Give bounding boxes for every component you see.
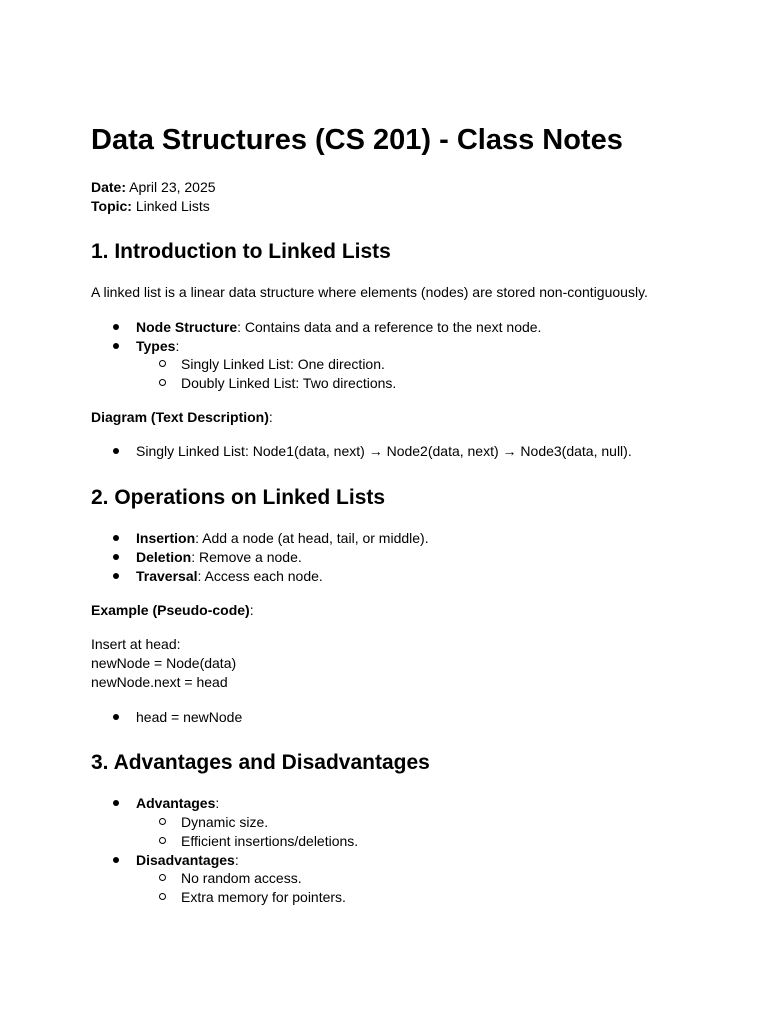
bullet-dot	[113, 800, 119, 806]
sub-bullet-ring	[159, 360, 166, 367]
bullet-text: : Add a node (at head, tail, or middle).	[195, 530, 429, 546]
bullet-text: : Contains data and a reference to the next node.	[237, 319, 542, 335]
code-line: newNode = Node(data)	[91, 655, 237, 671]
section-2-heading: 2. Operations on Linked Lists	[91, 486, 386, 509]
sub-bullet-ring	[159, 379, 166, 386]
bullet-text: : Remove a node.	[191, 549, 302, 565]
bullet-dot	[113, 573, 119, 579]
sub-bullet-ring	[159, 818, 166, 825]
example-label-line: Example (Pseudo-code):	[91, 602, 254, 618]
bullet-dot	[113, 448, 119, 454]
code-line: newNode.next = head	[91, 674, 228, 690]
topic-line	[91, 197, 210, 215]
date-line	[91, 178, 216, 196]
bullet-dot	[113, 714, 119, 720]
topic-label: Topic:	[91, 198, 132, 214]
date-value: April 23, 2025	[129, 179, 216, 195]
diagram-label-line: Diagram (Text Description):	[91, 409, 273, 425]
section-3-heading: 3. Advantages and Disadvantages	[91, 751, 430, 774]
topic-value: Linked Lists	[135, 198, 210, 214]
bullet-dot	[113, 535, 119, 541]
page-title: Data Structures (CS 201) - Class Notes	[91, 124, 623, 156]
bullet-label: Types	[136, 338, 176, 354]
section-1-paragraph: A linked list is a linear data structure where elements (nodes) are stored non-contiguously.	[91, 284, 648, 300]
bullet-text: :	[175, 338, 180, 354]
bullet-label: Advantages	[136, 795, 216, 811]
diagram-label: Diagram (Text Description)	[91, 409, 269, 425]
bullet-label: Node Structure	[136, 319, 238, 335]
bullet-text: : Access each node.	[197, 568, 323, 584]
bullet-label: Disadvantages	[136, 852, 235, 868]
bullet-label: Insertion	[136, 530, 196, 546]
bullet-dot	[113, 554, 119, 560]
sub-bullet-ring	[159, 837, 166, 844]
bullet-label: Deletion	[136, 549, 192, 565]
example-label: Example (Pseudo-code)	[91, 602, 250, 618]
code-line: Insert at head:	[91, 636, 181, 652]
sub-bullet-ring	[159, 874, 166, 881]
date-label: Date:	[91, 179, 127, 195]
bullet-dot	[113, 343, 119, 349]
section-1-heading: 1. Introduction to Linked Lists	[91, 240, 391, 263]
sub-bullet-ring	[159, 893, 166, 900]
bullet-label: Traversal	[136, 568, 198, 584]
bullet-dot	[113, 324, 119, 330]
bullet-dot	[113, 857, 119, 863]
